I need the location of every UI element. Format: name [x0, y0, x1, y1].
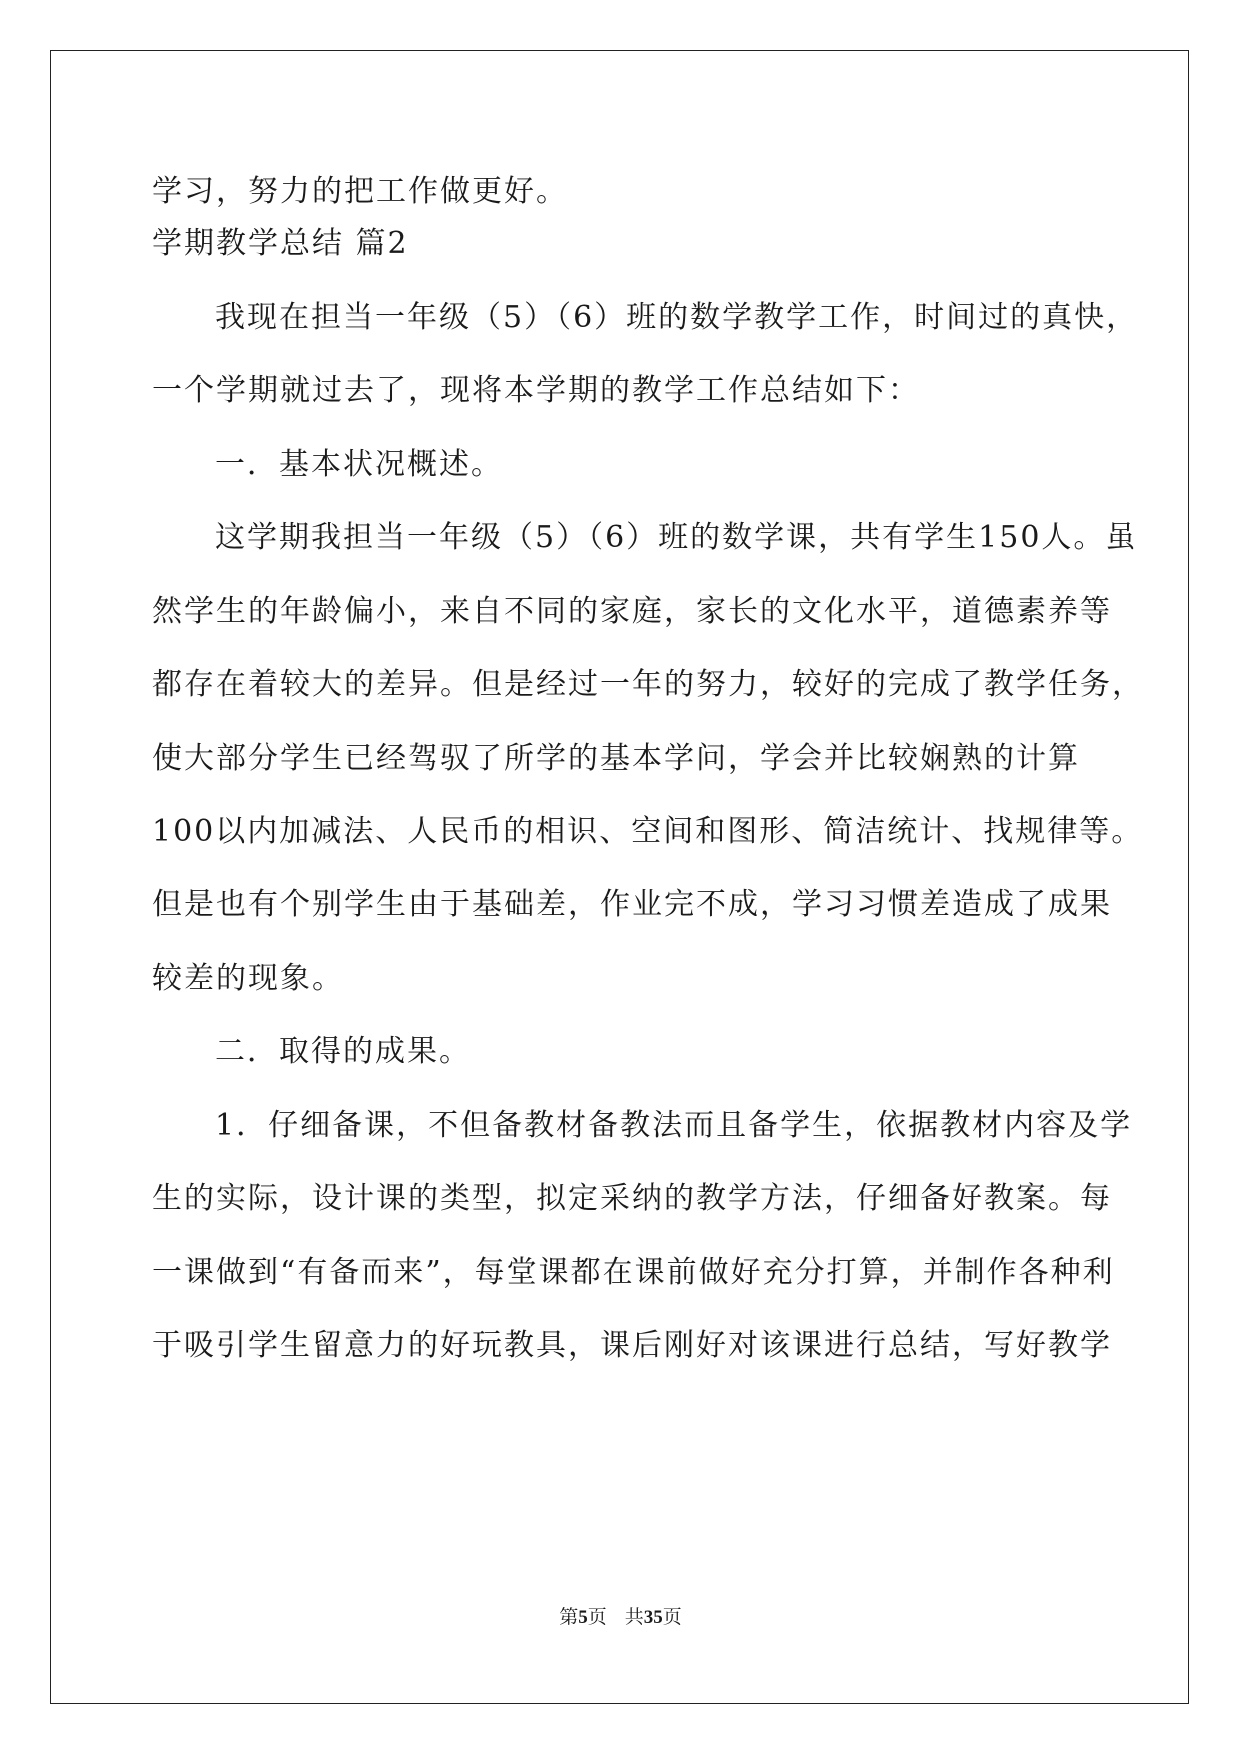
text-line-8: 都存在着较大的差异。但是经过一年的努力，较好的完成了教学任务， — [152, 667, 1144, 702]
page-prefix: 第 — [559, 1607, 579, 1628]
text-line-16: 一课做到“有备而来”，每堂课都在课前做好充分打算，并制作各种利 — [152, 1255, 1115, 1290]
page-number: 5 — [578, 1607, 588, 1628]
text-line-9: 使大部分学生已经驾驭了所学的基本学问，学会并比较娴熟的计算 — [152, 741, 1080, 776]
total-prefix: 共 — [624, 1607, 644, 1628]
text-line-3: 我现在担当一年级（5）（6）班的数学教学工作，时间过的真快， — [215, 300, 1139, 335]
text-line-7: 然学生的年龄偏小，来自不同的家庭，家长的文化水平，道德素养等 — [152, 594, 1112, 629]
text-line-6: 这学期我担当一年级（5）（6）班的数学课，共有学生150人。虽 — [215, 520, 1138, 555]
page-footer — [0, 1606, 1241, 1630]
page-suffix: 页 — [587, 1607, 607, 1628]
text-line-12: 较差的现象。 — [152, 961, 344, 996]
section-heading: 学期教学总结 篇2 — [152, 226, 409, 261]
text-line-15: 生的实际，设计课的类型，拟定采纳的教学方法，仔细备好教案。每 — [152, 1181, 1112, 1216]
text-line-4: 一个学期就过去了，现将本学期的教学工作总结如下： — [152, 373, 920, 408]
text-line-10: 100以内加减法、人民币的相识、空间和图形、简洁统计、找规律等。 — [152, 814, 1144, 849]
subheading-2: 二．取得的成果。 — [215, 1034, 471, 1069]
text-line-1: 学习，努力的把工作做更好。 — [152, 174, 568, 209]
text-line-11: 但是也有个别学生由于基础差，作业完不成，学习习惯差造成了成果 — [152, 887, 1112, 922]
subheading-1: 一．基本状况概述。 — [215, 447, 503, 482]
total-suffix: 页 — [662, 1607, 682, 1628]
total-pages: 35 — [643, 1607, 663, 1628]
text-line-14: 1．仔细备课，不但备教材备教法而且备学生，依据教材内容及学 — [215, 1108, 1133, 1143]
text-line-17: 于吸引学生留意力的好玩教具，课后刚好对该课进行总结，写好教学 — [152, 1328, 1112, 1363]
